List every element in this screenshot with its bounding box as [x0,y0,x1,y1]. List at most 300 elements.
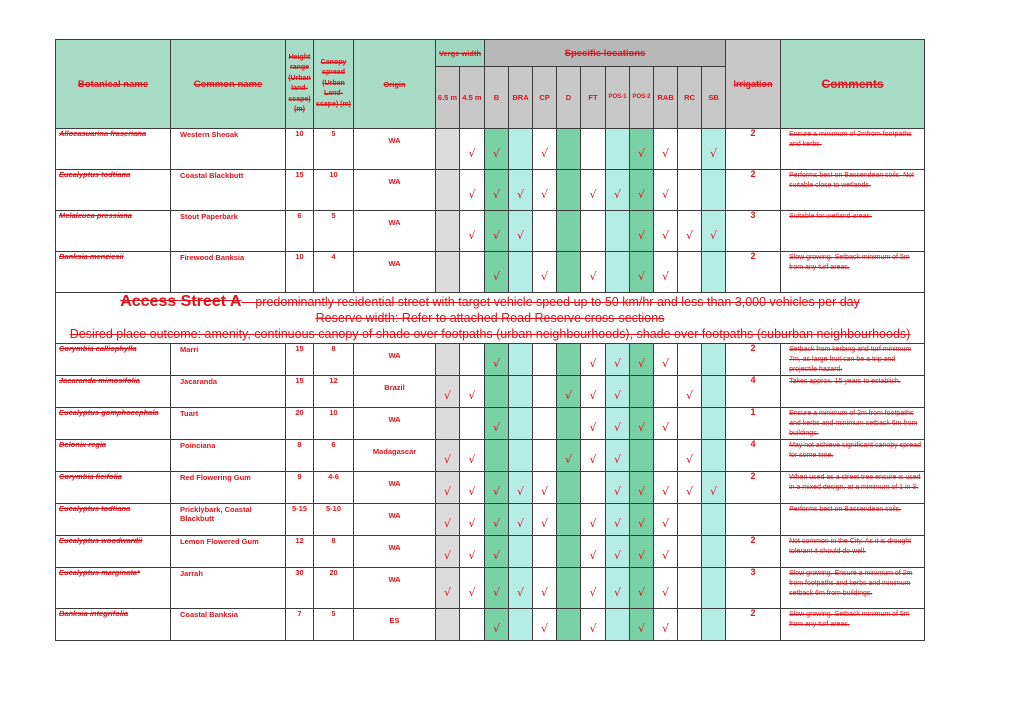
canopy-cell: 5 [314,609,354,641]
location-mark-cell [460,440,485,472]
botanical-name-cell: Melaleuca pressiana [56,211,171,252]
origin-cell: WA [354,536,436,568]
canopy-cell: 5-10 [314,504,354,536]
check-mark-icon: √ [637,187,645,201]
location-mark-cell [606,129,630,170]
location-mark-cell [485,252,509,293]
location-mark-cell [533,129,557,170]
canopy-cell: 10 [314,408,354,440]
check-mark-icon: √ [540,622,548,635]
location-mark-cell [581,252,606,293]
check-mark-icon: √ [589,357,597,370]
check-mark-icon: √ [492,421,500,434]
check-mark-icon: √ [540,517,548,530]
location-mark-cell [460,252,485,293]
location-mark-cell [581,504,606,536]
location-mark-cell [630,568,654,609]
location-mark-cell [606,504,630,536]
check-mark-icon: √ [661,269,669,283]
location-mark-cell [533,252,557,293]
location-mark-cell [557,170,581,211]
check-mark-icon: √ [613,389,621,402]
check-mark-icon: √ [443,485,451,498]
check-mark-icon: √ [661,485,669,498]
location-mark-cell [581,129,606,170]
comment-cell: When used as a street tree ensure is used in a mixed design, at a minimum of 1 in 3. [781,472,925,504]
common-name-cell: Jacaranda [171,376,286,408]
location-mark-cell [678,504,702,536]
irrigation-cell: 2 [726,170,781,211]
location-mark-cell [630,609,654,641]
location-mark-cell [557,609,581,641]
check-mark-icon: √ [516,517,524,530]
check-mark-icon: √ [710,146,718,160]
access-street-a-banner [56,293,925,344]
origin-cell: WA [354,344,436,376]
location-mark-cell [509,568,533,609]
comment-cell: Performs best on Bassendean soils. Not suitable close to wetlands. [781,170,925,211]
location-mark-cell [557,252,581,293]
location-mark-cell [460,504,485,536]
location-mark-cell [509,504,533,536]
header-loc-rc: RC [678,67,702,129]
check-mark-icon: √ [540,485,548,498]
canopy-cell: 20 [314,568,354,609]
botanical-name-cell: Banksia integrifolia [56,609,171,641]
check-mark-icon: √ [637,146,645,160]
check-mark-icon: √ [492,485,500,498]
irrigation-cell: 4 [726,440,781,472]
canopy-cell: 4-6 [314,472,354,504]
check-mark-icon: √ [637,228,645,242]
location-mark-cell [557,344,581,376]
header-loc-bra: BRA [509,67,533,129]
table-row [56,609,925,641]
check-mark-icon: √ [492,228,500,242]
location-mark-cell [460,408,485,440]
check-mark-icon: √ [468,228,476,242]
height-cell: 15 [286,376,314,408]
location-mark-cell [581,440,606,472]
location-mark-cell [436,252,460,293]
check-mark-icon: √ [468,517,476,530]
header-specific-locations: Specific locations [485,40,726,67]
location-mark-cell [630,376,654,408]
location-mark-cell [436,504,460,536]
botanical-name-cell: Corymbia calliophylla [56,344,171,376]
comment-cell: Slow growing. Setback minimum of 5m from any turf areas. [781,252,925,293]
location-mark-cell [581,211,606,252]
check-mark-icon: √ [516,228,524,242]
check-mark-icon: √ [564,389,572,402]
check-mark-icon: √ [613,421,621,434]
location-mark-cell [702,568,726,609]
section-dash: – [241,295,256,309]
location-mark-cell [678,536,702,568]
height-cell: 10 [286,129,314,170]
common-name-cell: Coastal Banksia [171,609,286,641]
header-loc-pos-1: POS-1 [606,67,630,129]
check-mark-icon: √ [564,453,572,466]
location-mark-cell [460,536,485,568]
check-mark-icon: √ [468,485,476,498]
check-mark-icon: √ [492,585,500,599]
location-mark-cell [436,536,460,568]
origin-cell: WA [354,472,436,504]
location-mark-cell [606,609,630,641]
location-mark-cell [485,609,509,641]
location-mark-cell [606,170,630,211]
header-loc-pos-2: POS-2 [630,67,654,129]
header-loc-rab: RAB [654,67,678,129]
irrigation-cell: 4 [726,376,781,408]
comment-cell: Setback from kerbing and turf minimum 7m, as large fruit can be a trip and projectile hazard. [781,344,925,376]
location-mark-cell [654,609,678,641]
common-name-cell: Pricklybark, Coastal Blackbutt [171,504,286,536]
header-botanical-name: Botanical name [56,40,171,129]
height-cell: 12 [286,536,314,568]
check-mark-icon: √ [710,228,718,242]
check-mark-icon: √ [540,187,548,201]
location-mark-cell [606,344,630,376]
origin-cell: WA [354,252,436,293]
check-mark-icon: √ [685,485,693,498]
location-mark-cell [654,504,678,536]
location-mark-cell [581,609,606,641]
botanical-name-cell: Corymbia ficifolia [56,472,171,504]
location-mark-cell [654,568,678,609]
location-mark-cell [581,170,606,211]
location-mark-cell [460,170,485,211]
location-mark-cell [485,472,509,504]
location-mark-cell [533,568,557,609]
location-mark-cell [678,568,702,609]
location-mark-cell [678,472,702,504]
botanical-name-cell: Eucalyptus marginata* [56,568,171,609]
check-mark-icon: √ [492,146,500,160]
location-mark-cell [436,129,460,170]
height-cell: 8 [286,440,314,472]
check-mark-icon: √ [637,585,645,599]
check-mark-icon: √ [685,228,693,242]
check-mark-icon: √ [661,357,669,370]
location-mark-cell [509,211,533,252]
common-name-cell: Western Sheoak [171,129,286,170]
check-mark-icon: √ [589,453,597,466]
location-mark-cell [509,609,533,641]
location-mark-cell [509,170,533,211]
check-mark-icon: √ [589,269,597,283]
irrigation-cell: 2 [726,129,781,170]
comment-cell: Takes approx. 15 years to establish. [781,376,925,408]
location-mark-cell [678,344,702,376]
location-mark-cell [678,252,702,293]
height-cell: 15 [286,170,314,211]
location-mark-cell [436,568,460,609]
origin-cell: ES [354,609,436,641]
height-cell: 30 [286,568,314,609]
location-mark-cell [436,609,460,641]
header-canopy-spread: Canopy spread (Urban Land-scape) (m) [314,40,354,129]
header-origin: Origin [354,40,436,129]
canopy-cell: 4 [314,252,354,293]
check-mark-icon: √ [637,269,645,283]
height-cell: 6 [286,211,314,252]
header-loc-d: D [557,67,581,129]
check-mark-icon: √ [637,517,645,530]
check-mark-icon: √ [661,549,669,562]
irrigation-cell: 2 [726,609,781,641]
comment-cell: Suitable for wetland areas. [781,211,925,252]
location-mark-cell [509,408,533,440]
location-mark-cell [557,440,581,472]
location-mark-cell [509,129,533,170]
location-mark-cell [460,211,485,252]
location-mark-cell [678,129,702,170]
location-mark-cell [702,170,726,211]
check-mark-icon: √ [443,453,451,466]
check-mark-icon: √ [710,485,718,498]
height-cell: 7 [286,609,314,641]
check-mark-icon: √ [540,146,548,160]
location-mark-cell [485,504,509,536]
table-row [56,170,925,211]
location-mark-cell [678,211,702,252]
header-loc-b: B [485,67,509,129]
check-mark-icon: √ [468,146,476,160]
location-mark-cell [581,568,606,609]
location-mark-cell [509,344,533,376]
location-mark-cell [678,440,702,472]
check-mark-icon: √ [468,389,476,402]
comment-cell: Not common in the City. As it is drought tolerant it should do well. [781,536,925,568]
location-mark-cell [436,376,460,408]
comment-cell: Ensure a minimum of 2m from footpaths and kerbs and minimum setback 6m from buildings. [781,408,925,440]
location-mark-cell [606,536,630,568]
botanical-name-cell: Allocasuarina fraseriana [56,129,171,170]
canopy-cell: 8 [314,344,354,376]
header-common-name: Common name [171,40,286,129]
location-mark-cell [630,440,654,472]
location-mark-cell [485,376,509,408]
botanical-name-cell: Banksia menziesii [56,252,171,293]
location-mark-cell [606,408,630,440]
location-mark-cell [557,536,581,568]
common-name-cell: Poinciana [171,440,286,472]
location-mark-cell [485,211,509,252]
location-mark-cell [702,504,726,536]
header-loc-ft: FT [581,67,606,129]
location-mark-cell [702,376,726,408]
check-mark-icon: √ [685,389,693,402]
check-mark-icon: √ [492,187,500,201]
comment-cell: Ensure a minimum of 2mfrom footpaths and kerbs. [781,129,925,170]
location-mark-cell [654,408,678,440]
location-mark-cell [460,129,485,170]
irrigation-cell: 3 [726,568,781,609]
check-mark-icon: √ [637,485,645,498]
common-name-cell: Stout Paperbark [171,211,286,252]
location-mark-cell [557,376,581,408]
location-mark-cell [533,472,557,504]
location-mark-cell [460,609,485,641]
location-mark-cell [654,440,678,472]
location-mark-cell [630,472,654,504]
table-row [56,536,925,568]
location-mark-cell [630,408,654,440]
location-mark-cell [654,129,678,170]
location-mark-cell [533,344,557,376]
check-mark-icon: √ [613,485,621,498]
table-row [56,211,925,252]
location-mark-cell [678,609,702,641]
check-mark-icon: √ [661,228,669,242]
comment-cell: May not achieve significant canopy spread for some time. [781,440,925,472]
location-mark-cell [460,344,485,376]
location-mark-cell [678,408,702,440]
check-mark-icon: √ [443,585,451,599]
location-mark-cell [654,252,678,293]
botanical-name-cell: Eucalyptus todtiana [56,170,171,211]
location-mark-cell [654,472,678,504]
location-mark-cell [436,440,460,472]
location-mark-cell [509,440,533,472]
header-comments: Comments [781,40,925,129]
height-cell: 10 [286,252,314,293]
check-mark-icon: √ [685,453,693,466]
check-mark-icon: √ [516,485,524,498]
common-name-cell: Red Flowering Gum [171,472,286,504]
check-mark-icon: √ [589,187,597,201]
location-mark-cell [630,344,654,376]
header-loc-sb: SB [702,67,726,129]
irrigation-cell: 3 [726,211,781,252]
check-mark-icon: √ [589,517,597,530]
origin-cell: WA [354,504,436,536]
location-mark-cell [630,252,654,293]
check-mark-icon: √ [613,453,621,466]
irrigation-cell [726,504,781,536]
check-mark-icon: √ [661,517,669,530]
location-mark-cell [485,129,509,170]
check-mark-icon: √ [613,357,621,370]
header-irrigation: Irrigation [726,40,781,129]
comment-cell: Slow growing. Setback minimum of 5m from any turf areas. [781,609,925,641]
check-mark-icon: √ [468,187,476,201]
location-mark-cell [606,376,630,408]
check-mark-icon: √ [661,421,669,434]
check-mark-icon: √ [468,585,476,599]
location-mark-cell [485,170,509,211]
check-mark-icon: √ [661,622,669,635]
origin-cell: WA [354,211,436,252]
location-mark-cell [581,472,606,504]
location-mark-cell [485,344,509,376]
location-mark-cell [702,129,726,170]
table-row [56,440,925,472]
check-mark-icon: √ [661,187,669,201]
check-mark-icon: √ [516,585,524,599]
location-mark-cell [654,211,678,252]
location-mark-cell [630,211,654,252]
location-mark-cell [533,536,557,568]
height-cell: 20 [286,408,314,440]
check-mark-icon: √ [637,421,645,434]
check-mark-icon: √ [468,453,476,466]
table-row [56,408,925,440]
location-mark-cell [702,609,726,641]
location-mark-cell [485,408,509,440]
table-row [56,252,925,293]
check-mark-icon: √ [589,585,597,599]
header-verge-width: Verge width [436,40,485,67]
location-mark-cell [533,440,557,472]
height-cell: 15 [286,344,314,376]
origin-cell: WA [354,568,436,609]
check-mark-icon: √ [443,389,451,402]
botanical-name-cell: Eucalyptus gomphocephala [56,408,171,440]
table-row [56,568,925,609]
location-mark-cell [509,536,533,568]
check-mark-icon: √ [589,622,597,635]
location-mark-cell [533,211,557,252]
check-mark-icon: √ [516,187,524,201]
location-mark-cell [485,568,509,609]
location-mark-cell [702,472,726,504]
location-mark-cell [606,440,630,472]
origin-cell: WA [354,170,436,211]
botanical-name-cell: Delonix regia [56,440,171,472]
location-mark-cell [436,211,460,252]
location-mark-cell [557,129,581,170]
check-mark-icon: √ [443,517,451,530]
table-row [56,504,925,536]
location-mark-cell [436,472,460,504]
irrigation-cell: 1 [726,408,781,440]
check-mark-icon: √ [589,421,597,434]
location-mark-cell [702,211,726,252]
check-mark-icon: √ [613,549,621,562]
location-mark-cell [630,504,654,536]
header-verge-4-5: 4.5 m [460,67,485,129]
location-mark-cell [557,472,581,504]
location-mark-cell [654,344,678,376]
check-mark-icon: √ [492,269,500,283]
location-mark-cell [702,440,726,472]
header-loc-cp: CP [533,67,557,129]
table-row [56,344,925,376]
botanical-name-cell: Eucalyptus todtiana [56,504,171,536]
location-mark-cell [557,568,581,609]
check-mark-icon: √ [443,549,451,562]
location-mark-cell [678,170,702,211]
check-mark-icon: √ [492,517,500,530]
table-row [56,129,925,170]
section-line-3: Desired place outcome: amenity, continuous canopy of shade over footpaths (urban neighbourhoods), shade over footpaths (suburban neighbourhoods) [69,327,911,341]
irrigation-cell: 2 [726,252,781,293]
check-mark-icon: √ [637,622,645,635]
check-mark-icon: √ [468,549,476,562]
location-mark-cell [509,376,533,408]
canopy-cell: 6 [314,440,354,472]
origin-cell: WA [354,129,436,170]
location-mark-cell [606,568,630,609]
location-mark-cell [630,129,654,170]
location-mark-cell [485,440,509,472]
header-verge-6-5: 6.5 m [436,67,460,129]
common-name-cell: Firewood Banksia [171,252,286,293]
location-mark-cell [630,170,654,211]
